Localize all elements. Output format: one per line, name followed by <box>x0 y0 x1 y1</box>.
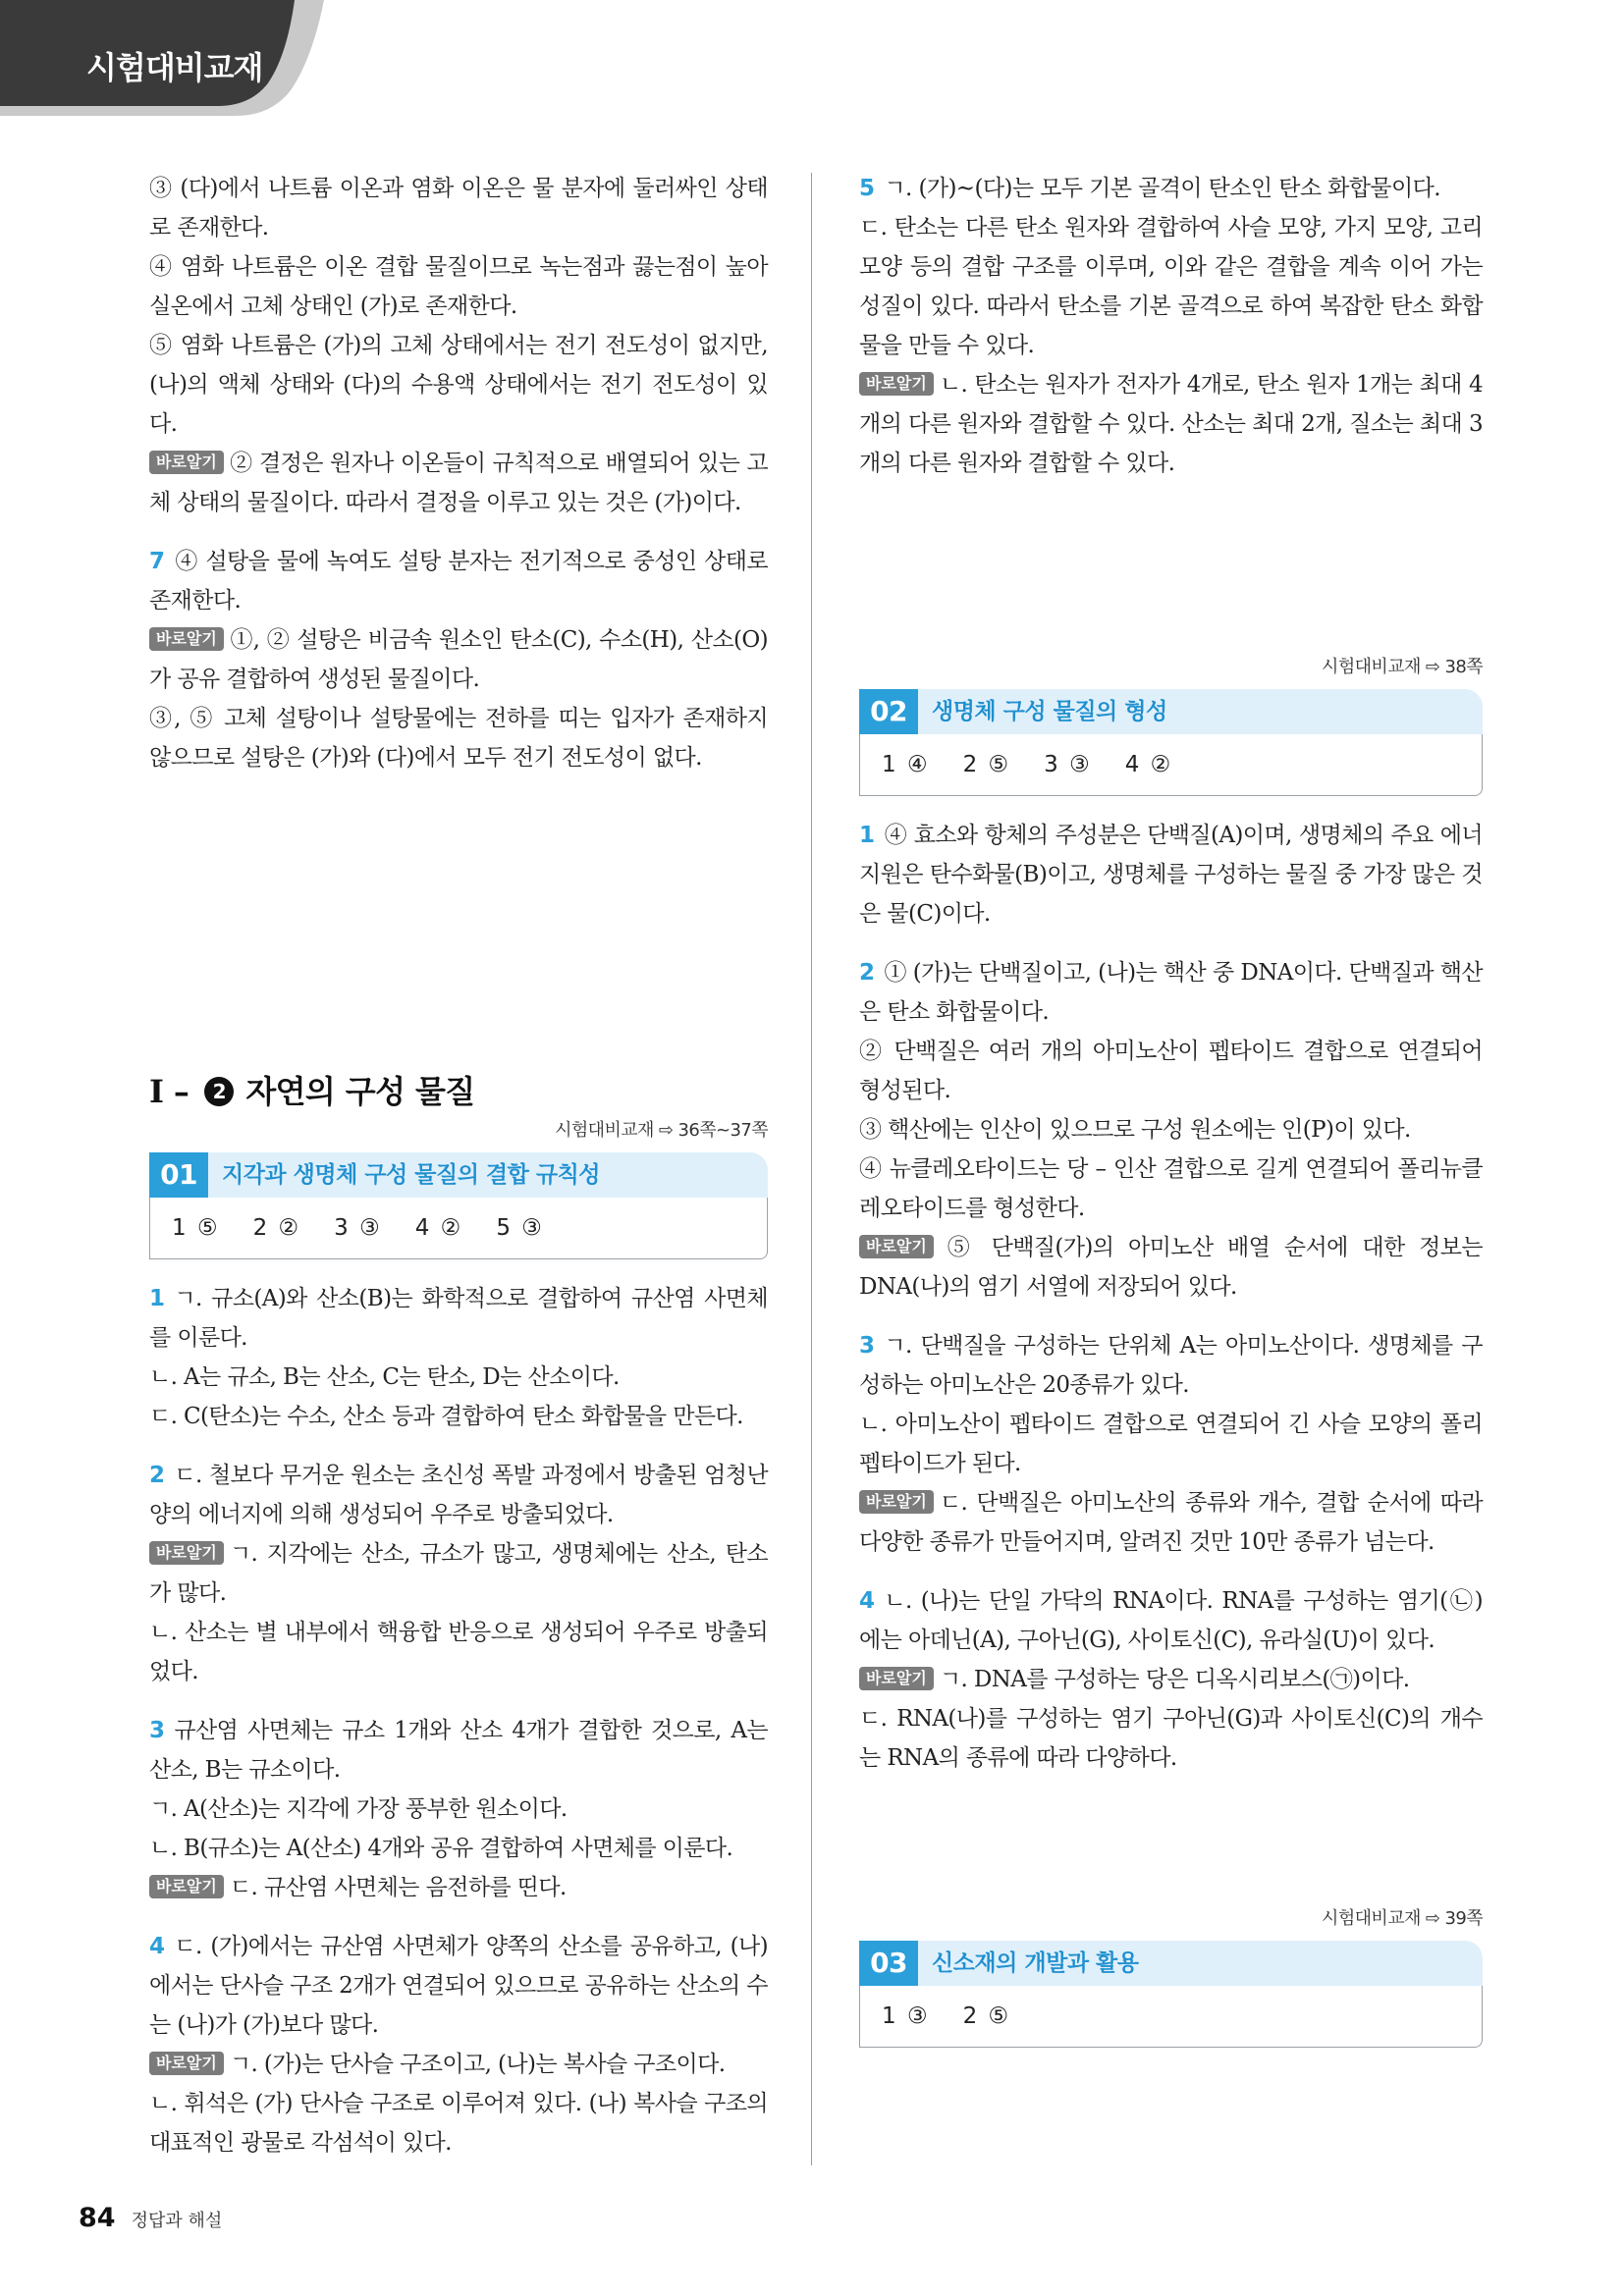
r2-answer: 2 ① (가)는 단백질이고, (나)는 핵산 중 DNA이다. 단백질과 핵산은 탄소 화합물이다. <box>859 960 1483 1025</box>
box-title: 생명체 구성 물질의 형성 <box>932 699 1167 724</box>
left-top-line-2: ④ 염화 나트륨은 이온 결합 물질이므로 녹는점과 끓는점이 높아 실온에서 고체 상태인 (가)로 존재한다. <box>149 254 768 319</box>
left-top-line-3: ⑤ 염화 나트륨은 (가)의 고체 상태에서는 전기 전도성이 없지만, (나)의 액체 상태와 (다)의 수용액 상태에서는 전기 전도성이 있다. <box>149 333 768 437</box>
answer-item: 4 ② <box>1124 752 1173 777</box>
footer-label: 정답과 해설 <box>131 2211 223 2231</box>
correction-badge: 바로알기 <box>859 1490 934 1514</box>
answer-item: 2 ⑤ <box>962 2003 1011 2029</box>
answer-box-01 <box>149 1152 768 1259</box>
section-roman: I – <box>149 1073 189 1110</box>
question-number: 1 <box>149 1286 165 1311</box>
correction-badge: 바로알기 <box>859 372 934 396</box>
q1-line-2: ㄴ. A는 규소, B는 산소, C는 탄소, D는 산소이다. <box>149 1364 620 1390</box>
correction-badge: 바로알기 <box>149 451 224 474</box>
q1-answer: 1 ㄱ. 규소(A)와 산소(B)는 화학적으로 결합하여 규산염 사면체를 이룬다. <box>149 1286 768 1351</box>
question-number: 1 <box>859 823 875 848</box>
q4-correction: 바로알기 ㄱ. (가)는 단사슬 구조이고, (나)는 복사슬 구조이다. <box>149 2045 768 2084</box>
q5-correction: 바로알기 ㄴ. 탄소는 원자가 전자가 4개로, 탄소 원자 1개는 최대 4개의 다른 원자와 결합할 수 있다. 산소는 최대 2개, 질소는 최대 3개의 다른 원자와 결합할 수 있다. <box>859 372 1483 476</box>
r2-line-2: ③ 핵산에는 인산이 있으므로 구성 원소에는 인(P)이 있다. <box>859 1117 1411 1143</box>
correction-badge: 바로알기 <box>149 627 224 651</box>
correction-badge: 바로알기 <box>859 1667 934 1690</box>
answer-key <box>859 1986 1483 2048</box>
q2-correction: 바로알기 ㄱ. 지각에는 산소, 규소가 많고, 생명체에는 산소, 탄소가 많다. <box>149 1541 768 1606</box>
r3-answer: 3 ㄱ. 단백질을 구성하는 단위체 A는 아미노산이다. 생명체를 구성하는 아미노산은 20종류가 있다. <box>859 1333 1483 1398</box>
q3-answer: 3 규산염 사면체는 규소 1개와 산소 4개가 결합한 것으로, A는 산소, B는 규소이다. <box>149 1718 768 1783</box>
section-page-ref: 시험대비교재 ⇨ 36쪽~37쪽 <box>555 1120 768 1141</box>
r2-line-1: ② 단백질은 여러 개의 아미노산이 펩타이드 결합으로 연결되어 형성된다. <box>859 1039 1483 1103</box>
section-circle-number: 2 <box>204 1077 234 1106</box>
column-divider <box>811 173 812 2165</box>
r4-answer: 4 ㄴ. (나)는 단일 가닥의 RNA이다. RNA를 구성하는 염기(㉡)에는 아데닌(A), 구아닌(G), 사이토신(C), 유라실(U)이 있다. <box>859 1588 1483 1653</box>
q3-line-1: ㄱ. A(산소)는 지각에 가장 풍부한 원소이다. <box>149 1796 568 1822</box>
q2-answer: 2 ㄷ. 철보다 무거운 원소는 초신성 폭발 과정에서 방출된 엄청난 양의 에너지에 의해 생성되어 우주로 방출되었다. <box>149 1463 768 1527</box>
section-title <box>149 1066 768 1117</box>
question-number: 2 <box>149 1463 165 1488</box>
answer-key <box>149 1198 768 1259</box>
answer-box-03 <box>859 1941 1483 2048</box>
question-number: 2 <box>859 960 875 986</box>
corner-tab <box>0 0 324 128</box>
answer-item: 2 ② <box>252 1215 301 1241</box>
answer-item: 1 ③ <box>882 2003 930 2029</box>
section-name: 자연의 구성 물질 <box>245 1073 475 1110</box>
correction-badge: 바로알기 <box>859 1235 934 1258</box>
question-number: 3 <box>149 1718 165 1743</box>
r1-answer: 1 ④ 효소와 항체의 주성분은 단백질(A)이며, 생명체의 주요 에너지원은 탄수화물(B)이고, 생명체를 구성하는 물질 중 가장 많은 것은 물(C)이다. <box>859 823 1483 927</box>
r4-correction: 바로알기 ㄱ. DNA를 구성하는 당은 디옥시리보스(㉠)이다. <box>859 1660 1483 1699</box>
right-column <box>859 169 1483 2067</box>
question-number: 5 <box>859 176 875 201</box>
correction-badge: 바로알기 <box>149 1541 224 1565</box>
correction-badge: 바로알기 <box>149 1875 224 1898</box>
page-footer <box>79 2203 222 2233</box>
question-number: 4 <box>859 1588 875 1614</box>
q3-line-2: ㄴ. B(규소)는 A(산소) 4개와 공유 결합하여 사면체를 이룬다. <box>149 1836 733 1861</box>
box03-page-ref: 시험대비교재 ⇨ 39쪽 <box>1322 1908 1483 1929</box>
page-number: 84 <box>79 2203 116 2233</box>
answer-item: 1 ④ <box>882 752 930 777</box>
q4-answer: 4 ㄷ. (가)에서는 규산염 사면체가 양쪽의 산소를 공유하고, (나)에서는 단사슬 구조 2개가 연결되어 있으므로 공유하는 산소의 수는 (나)가 (가)보다 많다. <box>149 1934 768 2038</box>
r4-extra: ㄷ. RNA(나)를 구성하는 염기 구아닌(G)과 사이토신(C)의 개수는 RNA의 종류에 따라 다양하다. <box>859 1706 1483 1771</box>
answer-item: 3 ③ <box>334 1215 382 1241</box>
answer-box-02 <box>859 689 1483 796</box>
q2-extra: ㄴ. 산소는 별 내부에서 핵융합 반응으로 생성되어 우주로 방출되었다. <box>149 1620 768 1684</box>
q4-extra: ㄴ. 휘석은 (가) 단사슬 구조로 이루어져 있다. (나) 복사슬 구조의 대표적인 광물로 각섬석이 있다. <box>149 2091 768 2156</box>
box-title: 지각과 생명체 구성 물질의 결합 규칙성 <box>222 1162 601 1188</box>
box02-page-ref: 시험대비교재 ⇨ 38쪽 <box>1322 657 1483 677</box>
question-number: 7 <box>149 549 165 574</box>
header-label: 시험대비교재 <box>86 49 263 86</box>
q1-line-3: ㄷ. C(탄소)는 수소, 산소 등과 결합하여 탄소 화합물을 만든다. <box>149 1404 743 1429</box>
left-top-line-1: ③ (다)에서 나트륨 이온과 염화 이온은 물 분자에 둘러싸인 상태로 존재한다. <box>149 176 768 240</box>
left-top-correction: 바로알기 ② 결정은 원자나 이온들이 규칙적으로 배열되어 있는 고체 상태의 물질이다. 따라서 결정을 이루고 있는 것은 (가)이다. <box>149 451 768 515</box>
correction-badge: 바로알기 <box>149 2052 224 2075</box>
answer-item: 1 ⑤ <box>172 1215 220 1241</box>
answer-item: 3 ③ <box>1044 752 1092 777</box>
r3-line-1: ㄴ. 아미노산이 펩타이드 결합으로 연결되어 긴 사슬 모양의 폴리펩타이드가 된다. <box>859 1412 1483 1476</box>
box-number: 03 <box>859 1941 918 1986</box>
q7-answer: 7 ④ 설탕을 물에 녹여도 설탕 분자는 전기적으로 중성인 상태로 존재한다. <box>149 549 768 614</box>
answer-item: 4 ② <box>414 1215 463 1241</box>
question-number: 3 <box>859 1333 875 1359</box>
answer-item: 2 ⑤ <box>962 752 1011 777</box>
question-number: 4 <box>149 1934 165 1959</box>
q5-answer: 5 ㄱ. (가)~(다)는 모두 기본 골격이 탄소인 탄소 화합물이다. <box>859 176 1440 201</box>
q7-extra: ③, ⑤ 고체 설탕이나 설탕물에는 전하를 띠는 입자가 존재하지 않으므로 설탕은 (가)와 (다)에서 모두 전기 전도성이 없다. <box>149 706 768 771</box>
r2-line-3: ④ 뉴클레오타이드는 당 – 인산 결합으로 길게 연결되어 폴리뉴클레오타이드를 형성한다. <box>859 1156 1483 1221</box>
box-title: 신소재의 개발과 활용 <box>932 1950 1139 1976</box>
r2-correction: 바로알기 ⑤ 단백질(가)의 아미노산 배열 순서에 대한 정보는 DNA(나)의 염기 서열에 저장되어 있다. <box>859 1235 1483 1300</box>
q7-correction: 바로알기 ①, ② 설탕은 비금속 원소인 탄소(C), 수소(H), 산소(O)가 공유 결합하여 생성된 물질이다. <box>149 627 768 692</box>
left-column <box>149 169 768 2163</box>
box-number: 02 <box>859 689 918 734</box>
answer-key <box>859 734 1483 796</box>
box-number: 01 <box>149 1152 208 1198</box>
answer-item: 5 ③ <box>496 1215 544 1241</box>
q5-line-2: ㄷ. 탄소는 다른 탄소 원자와 결합하여 사슬 모양, 가지 모양, 고리 모양 등의 결합 구조를 이루며, 이와 같은 결합을 계속 이어 가는 성질이 있다. 따라서 탄소를 기본 골격으로 하여 복잡한 탄소 화합물을 만들 수 있다. <box>859 215 1483 358</box>
q3-correction: 바로알기 ㄷ. 규산염 사면체는 음전하를 띤다. <box>149 1868 768 1907</box>
r3-correction: 바로알기 ㄷ. 단백질은 아미노산의 종류와 개수, 결합 순서에 따라 다양한 종류가 만들어지며, 알려진 것만 10만 종류가 넘는다. <box>859 1490 1483 1555</box>
